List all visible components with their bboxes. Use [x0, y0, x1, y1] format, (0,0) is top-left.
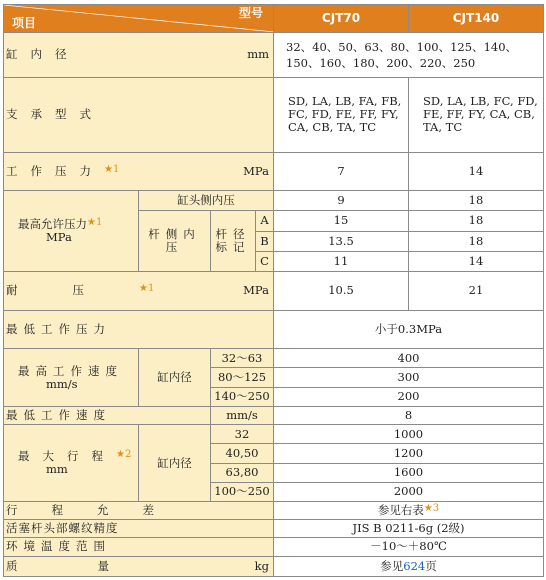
header-col-cjt70: CJT70 [274, 5, 409, 33]
max-pressure-label-cell [4, 191, 139, 272]
proof-pressure-cjt70: 10.5 [274, 272, 409, 310]
max-stroke-range-3: 63,80 [211, 463, 274, 482]
mass-suffix: 页 [425, 558, 437, 573]
max-stroke-range-1: 32 [211, 425, 274, 444]
max-stroke-label-cell [4, 425, 139, 502]
work-pressure-label-cell [4, 152, 274, 190]
min-pressure-value: 小于0.3MPa [274, 310, 544, 348]
max-speed-bore-label: 缸内径 [139, 349, 211, 407]
mount-cjt70: SD, LA, LB, FA, FB, FC, FD, FE, FF, FY, CA, CB, TA, TC [274, 77, 409, 152]
row-temperature [4, 538, 544, 556]
min-speed-label-cell [4, 406, 211, 424]
mark-b-cjt70: 13.5 [274, 231, 409, 251]
head-side-cjt70: 9 [274, 191, 409, 211]
work-pressure-unit: MPa [243, 163, 269, 178]
rod-mark-c: C [256, 251, 274, 271]
mount-label-cell [4, 77, 274, 152]
row-max-stroke-1 [4, 425, 544, 444]
row-min-speed [4, 406, 544, 424]
max-speed-value-1: 400 [274, 349, 544, 368]
head-side-cjt140: 18 [409, 191, 544, 211]
row-thread [4, 520, 544, 538]
min-pressure-label: 最低工作压力 [6, 321, 111, 336]
max-stroke-bore-label: 缸内径 [139, 425, 211, 502]
max-stroke-label: 最大行程 [18, 449, 116, 464]
stroke-tolerance-value: 参见右表 [377, 503, 424, 518]
max-speed-range-3: 140～250 [211, 387, 274, 406]
work-pressure-cjt140: 14 [409, 152, 544, 190]
rod-mark-a: A [256, 211, 274, 231]
mark-a-cjt70: 15 [274, 211, 409, 231]
max-speed-range-2: 80～125 [211, 368, 274, 387]
header-item-label: 项目 [12, 15, 37, 30]
max-speed-value-2: 300 [274, 368, 544, 387]
header-col-cjt140: CJT140 [409, 5, 544, 33]
bore-values: 32、40、50、63、80、100、125、140、150、160、180、200、220、250 [274, 32, 544, 77]
mass-unit: kg [254, 558, 269, 573]
note-star-1b: ★1 [87, 217, 103, 229]
max-stroke-value-3: 1600 [274, 463, 544, 482]
rod-side-label: 杆侧内压 [139, 211, 211, 272]
max-speed-unit: mm/s [46, 376, 78, 391]
proof-pressure-label: 耐压 [6, 283, 139, 298]
max-stroke-value-1: 1000 [274, 425, 544, 444]
proof-pressure-cjt140: 21 [409, 272, 544, 310]
rod-mark-b: B [256, 231, 274, 251]
max-stroke-unit: mm [46, 462, 68, 477]
bore-unit: mm [247, 47, 269, 62]
diagonal-line [4, 5, 273, 32]
stroke-tolerance-value-cell [274, 502, 544, 520]
mass-label-cell [4, 556, 274, 576]
thread-label: 活塞杆头部螺纹精度 [6, 521, 119, 536]
mark-a-cjt140: 18 [409, 211, 544, 231]
row-work-pressure [4, 152, 544, 190]
max-speed-range-1: 32～63 [211, 349, 274, 368]
min-speed-value: 8 [274, 406, 544, 424]
temperature-value: －10～＋80℃ [274, 538, 544, 556]
row-mass [4, 556, 544, 576]
mass-value-cell [274, 556, 544, 576]
header-diagonal-cell [4, 5, 274, 33]
mount-label: 支承型式 [6, 107, 104, 122]
temperature-label-cell [4, 538, 274, 556]
row-bore [4, 32, 544, 77]
thread-value: JIS B 0211-6g (2级) [274, 520, 544, 538]
row-max-pressure-head [4, 191, 544, 211]
max-speed-label: 最高工作速度 [18, 363, 123, 378]
min-pressure-label-cell [4, 310, 274, 348]
proof-pressure-label-cell [4, 272, 274, 310]
max-stroke-value-2: 1200 [274, 444, 544, 463]
stroke-tolerance-label: 行程允差 [6, 503, 188, 518]
stroke-tolerance-label-cell [4, 502, 274, 520]
min-speed-label: 最低工作速度 [6, 408, 111, 422]
head-side-label: 缸头侧内压 [139, 191, 274, 211]
spec-table [3, 4, 544, 577]
mark-c-cjt140: 14 [409, 251, 544, 271]
mount-cjt140: SD, LA, LB, FC, FD, FE, FF, FY, CA, CB, TA, TC [409, 77, 544, 152]
row-proof-pressure [4, 272, 544, 310]
max-stroke-range-2: 40,50 [211, 444, 274, 463]
header-model-label: 型号 [238, 6, 263, 20]
mass-label: 质量 [6, 558, 189, 573]
temperature-label: 环境温度范围 [6, 539, 111, 554]
mark-c-cjt70: 11 [274, 251, 409, 271]
max-speed-value-3: 200 [274, 387, 544, 406]
row-max-speed-1 [4, 349, 544, 368]
row-mount [4, 77, 544, 152]
work-pressure-cjt70: 7 [274, 152, 409, 190]
max-speed-label-cell [4, 349, 139, 407]
max-pressure-unit: MPa [46, 230, 72, 245]
max-stroke-value-4: 2000 [274, 482, 544, 501]
note-star-3: ★3 [423, 503, 440, 515]
max-pressure-label: 最高允许压力 [18, 217, 87, 232]
mark-b-cjt140: 18 [409, 231, 544, 251]
note-star-1c: ★1 [139, 283, 155, 295]
work-pressure-label: 工作压力 [6, 163, 104, 178]
note-star-1: ★1 [104, 163, 120, 175]
max-stroke-range-4: 100～250 [211, 482, 274, 501]
row-min-pressure [4, 310, 544, 348]
note-star-2: ★2 [116, 449, 132, 461]
mass-prefix: 参见 [380, 558, 404, 573]
bore-label: 缸内径 [6, 47, 80, 62]
mass-page-link[interactable]: 624 [403, 558, 426, 573]
min-speed-unit: mm/s [211, 406, 274, 424]
row-stroke-tolerance [4, 502, 544, 520]
thread-label-cell [4, 520, 274, 538]
proof-pressure-unit: MPa [243, 283, 269, 298]
header-row [4, 5, 544, 33]
bore-label-cell [4, 32, 274, 77]
rod-mark-label: 杆径标记 [211, 211, 256, 272]
